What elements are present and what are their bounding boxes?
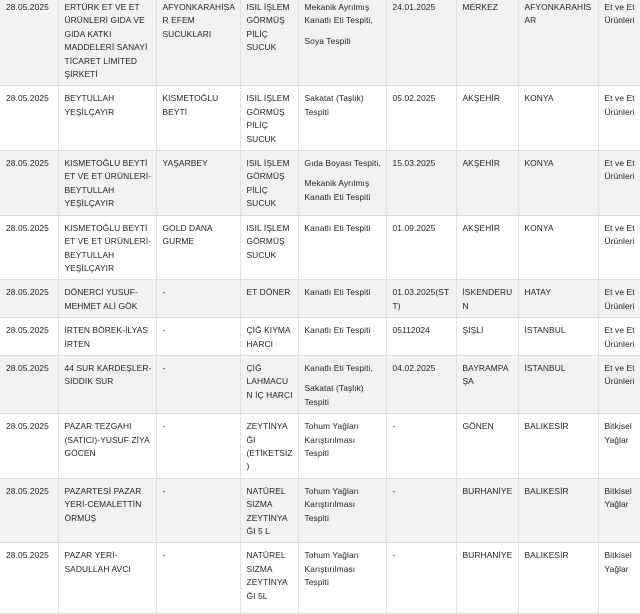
finding-line: Soya Tespiti <box>304 35 351 46</box>
company-cell: DÖNERCİ YUSUF-MEHMET ALİ GÖK <box>58 280 156 318</box>
product-cell: ISIL İŞLEM GÖRMÜŞ PİLİÇ SUCUK <box>240 86 298 151</box>
finding-cell <box>298 318 386 356</box>
company-cell: KISMETOĞLU BEYTİ ET VE ET ÜRÜNLERİ-BEYTULLAH YEŞİLÇAYIR <box>58 215 156 280</box>
company-cell: ERTÜRK ET VE ET ÜRÜNLERİ GIDA VE GIDA KATKI MADDELERİ SANAYİ TİCARET LİMİTED ŞİRKETİ <box>58 0 156 86</box>
province-cell: BALIKESİR <box>518 414 598 479</box>
company-cell: KISMETOĞLU BEYTİ ET VE ET ÜRÜNLERİ-BEYTULLAH YEŞİLÇAYIR <box>58 151 156 216</box>
brand-cell: KISMETOĞLU BEYTİ <box>156 86 240 151</box>
date-cell: 28.05.2025 <box>0 355 58 413</box>
batch-cell: 15.03.2025 <box>386 151 456 216</box>
date-cell: 28.05.2025 <box>0 215 58 280</box>
brand-cell: GOLD DANA GURME <box>156 215 240 280</box>
date-cell: 28.05.2025 <box>0 0 58 86</box>
finding-cell <box>298 151 386 216</box>
table-row <box>0 414 640 479</box>
table-row <box>0 0 640 86</box>
batch-cell: 05112024 <box>386 318 456 356</box>
finding-cell <box>298 355 386 413</box>
batch-cell: - <box>386 414 456 479</box>
company-cell: PAZAR TEZGAHI (SATICI)-YUSUF ZİYA GÖCEN <box>58 414 156 479</box>
group-cell: Et ve Et Ürünleri <box>598 86 640 151</box>
table-row <box>0 151 640 216</box>
finding-line: Tohum Yağları Karıştırılması Tespiti <box>304 550 360 588</box>
district-cell: BURHANİYE <box>456 543 518 614</box>
batch-cell: 01.09.2025 <box>386 215 456 280</box>
province-cell: İSTANBUL <box>518 318 598 356</box>
finding-line: Sakatat (Taşlık) Tespiti <box>304 383 364 407</box>
finding-cell <box>298 280 386 318</box>
province-cell: HATAY <box>518 280 598 318</box>
company-cell: BEYTULLAH YEŞİLÇAYIR <box>58 86 156 151</box>
table-row <box>0 215 640 280</box>
district-cell: BAYRAMPAŞA <box>456 355 518 413</box>
brand-cell: AFYONKARAHİSAR EFEM SUCUKLARI <box>156 0 240 86</box>
table-row <box>0 478 640 543</box>
company-cell: PAZARTESİ PAZAR YERİ-CEMALETTİN ÖRMÜŞ <box>58 478 156 543</box>
province-cell: BALIKESİR <box>518 543 598 614</box>
finding-line: Kanatlı Eti Tespiti <box>304 287 371 298</box>
province-cell: KONYA <box>518 215 598 280</box>
finding-line: Sakatat (Taşlık) Tespiti <box>304 93 364 117</box>
table-row <box>0 355 640 413</box>
group-cell: Et ve Et Ürünleri <box>598 0 640 86</box>
province-cell: AFYONKARAHİSAR <box>518 0 598 86</box>
finding-cell <box>298 478 386 543</box>
brand-cell: - <box>156 478 240 543</box>
finding-cell <box>298 86 386 151</box>
date-cell: 28.05.2025 <box>0 543 58 614</box>
batch-cell: - <box>386 543 456 614</box>
finding-cell <box>298 414 386 479</box>
group-cell: Et ve Et Ürünleri <box>598 355 640 413</box>
province-cell: KONYA <box>518 86 598 151</box>
district-cell: MERKEZ <box>456 0 518 86</box>
date-cell: 28.05.2025 <box>0 318 58 356</box>
table-row <box>0 280 640 318</box>
date-cell: 28.05.2025 <box>0 478 58 543</box>
district-cell: AKŞEHİR <box>456 151 518 216</box>
brand-cell: - <box>156 318 240 356</box>
finding-cell <box>298 543 386 614</box>
finding-line: Mekanik Ayrılmış Kanatlı Eti Tespiti <box>304 178 371 202</box>
date-cell: 28.05.2025 <box>0 151 58 216</box>
batch-cell: 05.02.2025 <box>386 86 456 151</box>
group-cell: Bitkisel Yağlar <box>598 414 640 479</box>
finding-cell <box>298 215 386 280</box>
finding-line: Kanatlı Eti Tespiti <box>304 222 371 233</box>
batch-cell: 04.02.2025 <box>386 355 456 413</box>
group-cell: Et ve Et Ürünleri <box>598 318 640 356</box>
group-cell: Bitkisel Yağlar <box>598 478 640 543</box>
product-cell: ISIL İŞLEM GÖRMÜŞ PİLİÇ SUCUK <box>240 151 298 216</box>
brand-cell: - <box>156 355 240 413</box>
district-cell: GÖNEN <box>456 414 518 479</box>
district-cell: AKŞEHİR <box>456 215 518 280</box>
province-cell: BALIKESİR <box>518 478 598 543</box>
group-cell: Bitkisel Yağlar <box>598 543 640 614</box>
group-cell: Et ve Et Ürünleri <box>598 280 640 318</box>
group-cell: Et ve Et Ürünleri <box>598 151 640 216</box>
product-cell: ZEYTİNYAĞI (ETİKETSİZ) <box>240 414 298 479</box>
product-cell: ÇİĞ KIYMA HARCI <box>240 318 298 356</box>
product-cell: ET DÖNER <box>240 280 298 318</box>
district-cell: AKŞEHİR <box>456 86 518 151</box>
district-cell: BURHANİYE <box>456 478 518 543</box>
brand-cell: - <box>156 280 240 318</box>
district-cell: ŞİŞLİ <box>456 318 518 356</box>
brand-cell: - <box>156 543 240 614</box>
product-cell: NATÜREL SIZMA ZEYTİNYAĞI 5L <box>240 543 298 614</box>
province-cell: KONYA <box>518 151 598 216</box>
finding-line: Mekanik Ayrılmış Kanatlı Eti Tespiti, <box>304 2 373 26</box>
date-cell: 28.05.2025 <box>0 414 58 479</box>
company-cell: PAZAR YERİ-SADULLAH AVCI <box>58 543 156 614</box>
brand-cell: - <box>156 414 240 479</box>
finding-cell <box>298 0 386 86</box>
finding-line: Kanatlı Eti Tespiti, <box>304 362 373 373</box>
province-cell: İSTANBUL <box>518 355 598 413</box>
district-cell: İSKENDERUN <box>456 280 518 318</box>
finding-line: Tohum Yağları Karıştırılması Tespiti <box>304 421 360 458</box>
product-cell: ISIL İŞLEM GÖRMÜŞ PİLİÇ SUCUK <box>240 0 298 86</box>
group-cell: Et ve Et Ürünleri <box>598 215 640 280</box>
finding-line: Gıda Boyası Tespiti, <box>304 158 381 169</box>
finding-line: Kanatlı Eti Tespiti <box>304 325 371 336</box>
finding-line: Tohum Yağları Karıştırılması Tespiti <box>304 485 360 523</box>
table-row <box>0 86 640 151</box>
batch-cell: 24.01.2025 <box>386 0 456 86</box>
date-cell: 28.05.2025 <box>0 280 58 318</box>
batch-cell: - <box>386 478 456 543</box>
table-row <box>0 543 640 614</box>
product-cell: NATÜREL SIZMA ZEYTİNYAĞI 5 L <box>240 478 298 543</box>
brand-cell: YAŞARBEY <box>156 151 240 216</box>
batch-cell: 01.03.2025(STT) <box>386 280 456 318</box>
company-cell: 44 SUR KARDEŞLER-SIDDIK SUR <box>58 355 156 413</box>
table-row <box>0 318 640 356</box>
date-cell: 28.05.2025 <box>0 86 58 151</box>
product-cell: ÇİĞ LAHMACUN İÇ HARCI <box>240 355 298 413</box>
product-cell: ISIL İŞLEM GÖRMÜŞ SUCUK <box>240 215 298 280</box>
company-cell: İRTEN BÖREK-İLYAS İRTEN <box>58 318 156 356</box>
